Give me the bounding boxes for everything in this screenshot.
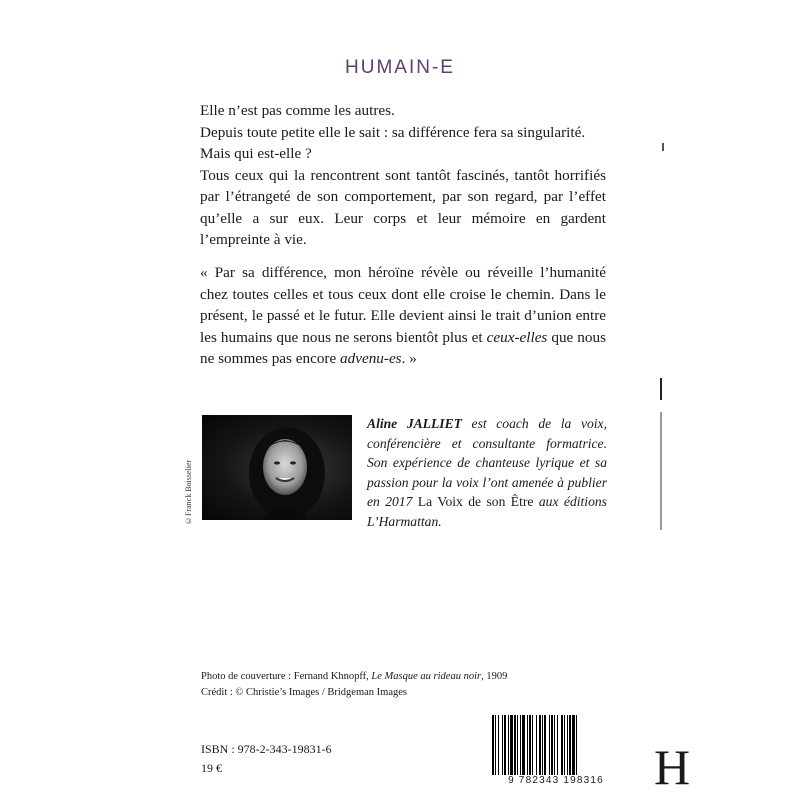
isbn-block (201, 740, 401, 778)
author-bio (367, 414, 607, 531)
cover-prefix: Photo de couverture : Fernand Khnopff, (201, 671, 372, 682)
author-photo (202, 415, 352, 520)
bio-paragraph (367, 414, 607, 531)
cover-photo-line (201, 669, 621, 685)
spine-edge-mark (662, 143, 664, 151)
author-quote (200, 262, 606, 370)
intro-line: Depuis toute petite elle le sait : sa différence fera sa singularité. (200, 123, 586, 141)
quote-italic: advenu-es (340, 350, 402, 367)
spine-edge-mark (660, 378, 662, 400)
bio-text: est coach de la voix, conférencière et consultante formatrice. Son expérience de chanteuse lyrique et sa passion pour la voix l’ont amenée à publier en 2017 (367, 416, 607, 509)
cover-credit (201, 669, 621, 701)
bio-text: aux éditions L’Harmattan. (367, 494, 607, 529)
cover-work: Le Masque au rideau noir (371, 671, 482, 682)
book-reference: La Voix de son Être (417, 494, 534, 509)
author-name: Aline JALLIET (367, 416, 462, 431)
intro-line: Mais qui est-elle ? (200, 145, 312, 162)
photo-credit: ©Franck Boisselier (184, 459, 193, 525)
publisher-logo: H (654, 740, 691, 795)
intro-paragraph: Tous ceux qui la rencontrent sont tantôt fascinés, tantôt horrifiés par l’étrangeté de son comportement, par son regard, par l’effet qu’elle a sur eux. Leur corps et leur mémoire en gardent l’empreinte à vie. (200, 166, 606, 248)
quote-text: . » (401, 350, 417, 367)
credit-line: Crédit : © Christie’s Images / Bridgeman Images (201, 687, 407, 698)
book-title: HUMAIN-E (345, 57, 455, 78)
price: 19 € (201, 761, 222, 775)
cover-suffix: , 1909 (481, 671, 508, 682)
quote-italic: ceux-elles (486, 328, 548, 346)
barcode-digits: 9 782343 198316 (486, 775, 626, 786)
quote-paragraph (200, 262, 606, 370)
intro-text (200, 100, 606, 251)
spine-edge-mark (660, 412, 662, 530)
isbn: ISBN : 978-2-343-19831-6 (201, 742, 332, 756)
quote-text: que nous ne sommes pas encore (200, 328, 606, 367)
quote-text: « Par sa différence, mon héroïne révèle ou réveille l’humanité chez toutes celles et tous ceux dont elle croise le chemin. Dans le présent, le passé et le futur. Elle devient ainsi le trait d’union entre les humains que nous ne serons bientôt plus et (200, 264, 606, 346)
intro-line: Elle n’est pas comme les autres. (200, 102, 395, 119)
